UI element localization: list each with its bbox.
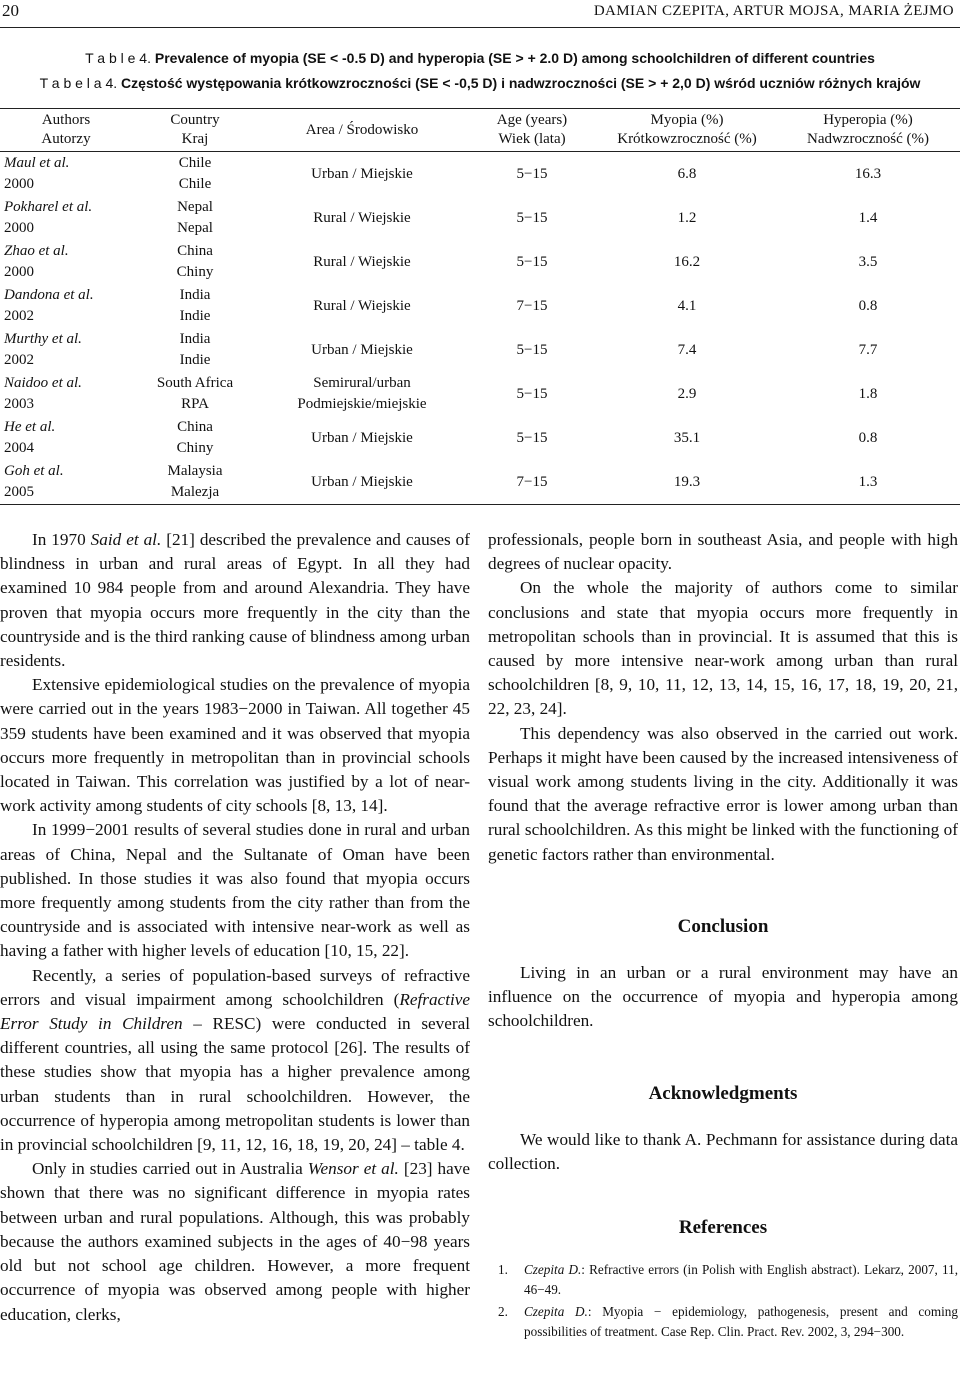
cell-hyperopia: 1.8 [858,385,878,402]
reference-author: Czepita D. [524,1262,582,1278]
reference-number: 2. [498,1304,508,1320]
cell-myopia: 35.1 [673,429,701,446]
table-caption-english [0,50,960,66]
cell-area: Urban / Miejskie [311,341,413,358]
cell-hyperopia: 16.3 [854,165,882,182]
references-heading: References [678,1217,768,1239]
cell-myopia: 16.2 [673,253,701,270]
header-age-pl: Wiek (lata) [498,131,566,147]
header-myopia-en: Myopia (%) [650,112,724,128]
paragraph: On the whole the majority of authors come to similar conclusions and state that myopia occurs more frequently in metropolitan schools than in provincial. It is assumed that this is caused by more intensive near-work among urban than rural schoolchildren [8, 9, 10, 11, 12, 13, 14, 15, 16, 17, 18, 19, 20, 21, 22, 23, 24]. [488,578,958,719]
cell-hyperopia: 1.3 [858,473,878,490]
prevalence-table [0,108,960,505]
paragraph: professionals, people born in southeast Asia, and people with high degrees of nuclear opacity. [488,530,958,574]
header-authors-en: Authors [41,112,91,128]
cell-author: Maul et al. 2000 [4,155,70,192]
table-row [0,372,960,416]
cell-myopia: 6.8 [677,165,697,182]
cell-hyperopia: 1.4 [858,209,878,226]
cell-country: Nepal Nepal [177,199,213,236]
cell-author: He et al. 2004 [4,419,56,456]
paragraph: Only in studies carried out in Australia Wensor et al. [23] have shown that there was no significant difference in myopia rates between urban and rural populations. Although, this was probably because the authors examined subjects in the ages of 40−98 years old but not school age children. However, a more frequent occurrence of myopia was observed among people with higher education, clerks, [0,1159,470,1324]
reference-item [488,1302,958,1342]
cell-country: Chile Chile [178,155,212,192]
left-column [0,528,470,1327]
table-row [0,152,960,197]
paragraph: In 1999−2001 results of several studies done in rural and urban areas of China, Nepal and the Sultanate of Oman have been published. In those studies it was also found that myopia occurs more frequently among students from the city rather than from the countryside and is associated with intensive near-work as well as having a father with higher levels of education [10, 15, 22]. [0,820,470,961]
table-caption-polish [0,75,960,91]
cell-country: China Chiny [176,243,214,280]
cell-author: Naidoo et al. 2003 [4,375,82,412]
acknowledgments-paragraph: We would like to thank A. Pechmann for assistance during data collection. [488,1129,958,1174]
cell-hyperopia: 0.8 [858,429,878,446]
table-header-row [0,109,960,152]
cell-age: 5−15 [516,385,548,402]
paragraph: This dependency was also observed in the carried out work. Perhaps it might have been caused by the increased intensiveness of visual work among students living in the city. Additionally it was found that the average refractive error is lower among urban than rural schoolchildren. As this might be linked with the functioning of genetic factors rather than environmental. [488,723,958,864]
cell-myopia: 2.9 [677,385,697,402]
cell-area: Urban / Miejskie [311,429,413,446]
header-authors-pl: Autorzy [41,131,91,147]
cell-country: China Chiny [176,419,214,456]
header-hyperopia-en: Hyperopia (%) [823,112,913,128]
cell-age: 7−15 [516,473,548,490]
cell-author: Murthy et al. 2002 [4,331,82,368]
page-number: 20 [2,1,19,20]
cell-hyperopia: 7.7 [858,341,878,358]
cell-hyperopia: 0.8 [858,297,878,314]
conclusion-heading: Conclusion [677,915,769,937]
cell-author: Pokharel et al. 2000 [4,199,93,236]
running-header [0,0,960,30]
cell-area: Urban / Miejskie [311,473,413,490]
caption-text-polish: Częstość występowania krótkowzroczności (SE < -0,5 D) i nadwzroczności (SE > + 2,0 D) wśród uczniów różnych krajów [121,75,921,91]
header-hyperopia-pl: Nadwzroczność (%) [806,131,930,147]
header-rule [0,27,960,28]
header-country-pl: Kraj [181,131,209,147]
cell-area: Rural / Wiejskie [313,209,411,226]
table-row [0,240,960,284]
caption-text-english: Prevalence of myopia (SE < -0.5 D) and hyperopia (SE > + 2.0 D) among schoolchildren of different countries [154,50,875,66]
references-list [488,1260,958,1342]
cell-area: Rural / Wiejskie [313,297,411,314]
reference-text: : Refractive errors (in Polish with English abstract). Lekarz, 2007, 11, 46−49. [524,1262,958,1298]
cell-myopia: 7.4 [677,341,697,358]
conclusion-paragraph: Living in an urban or a rural environment may have an influence on the occurrence of myopia and hyperopia among schoolchildren. [488,963,958,1031]
acknowledgments-heading: Acknowledgments [648,1082,798,1104]
running-head-authors: DAMIAN CZEPITA, ARTUR MOJSA, MARIA ŻEJMO [593,3,954,19]
cell-myopia: 4.1 [677,297,697,314]
table-row [0,196,960,240]
cell-myopia: 1.2 [677,209,697,226]
cell-age: 5−15 [516,429,548,446]
caption-label-polish: T a b e l a 4. [39,75,118,91]
header-country-en: Country [170,112,220,128]
cell-country: India Indie [179,331,211,368]
header-authors [0,109,132,152]
header-myopia-pl: Krótkowzroczność (%) [617,131,757,147]
table-row [0,460,960,505]
reference-author: Czepita D. [524,1304,588,1320]
reference-item [488,1260,958,1300]
cell-age: 5−15 [516,209,548,226]
cell-age: 5−15 [516,165,548,182]
cell-country: Malaysia Malezja [167,463,223,500]
right-column [488,528,958,1344]
cell-myopia: 19.3 [673,473,701,490]
cell-area: Semirural/urban Podmiejskie/miejskie [297,375,427,412]
cell-area: Rural / Wiejskie [313,253,411,270]
caption-label-english: T a b l e 4. [85,50,151,66]
reference-text: : Myopia − epidemiology, pathogenesis, present and coming possibilities of treatment. Case Rep. Clin. Pract. Rev. 2002, 3, 294−300. [524,1304,958,1340]
header-area-label: Area / Środowisko [305,121,419,138]
header-myopia [598,109,776,152]
cell-hyperopia: 3.5 [858,253,878,270]
cell-author: Zhao et al. 2000 [4,243,69,280]
cell-country: India Indie [179,287,211,324]
cell-area: Urban / Miejskie [311,165,413,182]
cell-country: South Africa RPA [156,375,234,412]
cell-age: 5−15 [516,341,548,358]
header-country [132,109,258,152]
table-row [0,416,960,460]
header-area [258,109,466,152]
header-age-en: Age (years) [496,112,568,128]
header-age [466,109,598,152]
cell-age: 7−15 [516,297,548,314]
header-hyperopia [776,109,960,152]
table-row [0,284,960,328]
cell-age: 5−15 [516,253,548,270]
cell-author: Goh et al. 2005 [4,463,64,500]
cell-author: Dandona et al. 2002 [4,287,94,324]
paragraph: In 1970 Said et al. [21] described the prevalence and causes of blindness in urban and rural areas of Egypt. In all they had examined 10 984 people from and around Alexandria. They have proven that myopia occurs more frequently in the city than the countryside and is the third ranking cause of blindness among urban residents. [0,530,470,671]
paragraph: Recently, a series of population-based surveys of refractive errors and visual impairment among schoolchildren (Refractive Error Study in Children – RESC) were conducted in several different countries, all using the same protocol [26]. The results of these studies show that myopia has a higher prevalence among urban students than in rural schoolchildren. However, the occurrence of hyperopia among metropolitan students is lower than in provincial schoolchildren [9, 11, 12, 16, 18, 19, 20, 24] – table 4. [0,965,470,1155]
reference-number: 1. [498,1262,508,1278]
paragraph: Extensive epidemiological studies on the prevalence of myopia were carried out in the years 1983−2000 in Taiwan. All together 45 359 students have been examined and it was observed that myopia occurs more frequently in metropolitan than in provincial schools located in Taiwan. This correlation was justified by a lot of near-work activity among students of city schools [8, 13, 14]. [0,675,470,816]
table-row [0,328,960,372]
